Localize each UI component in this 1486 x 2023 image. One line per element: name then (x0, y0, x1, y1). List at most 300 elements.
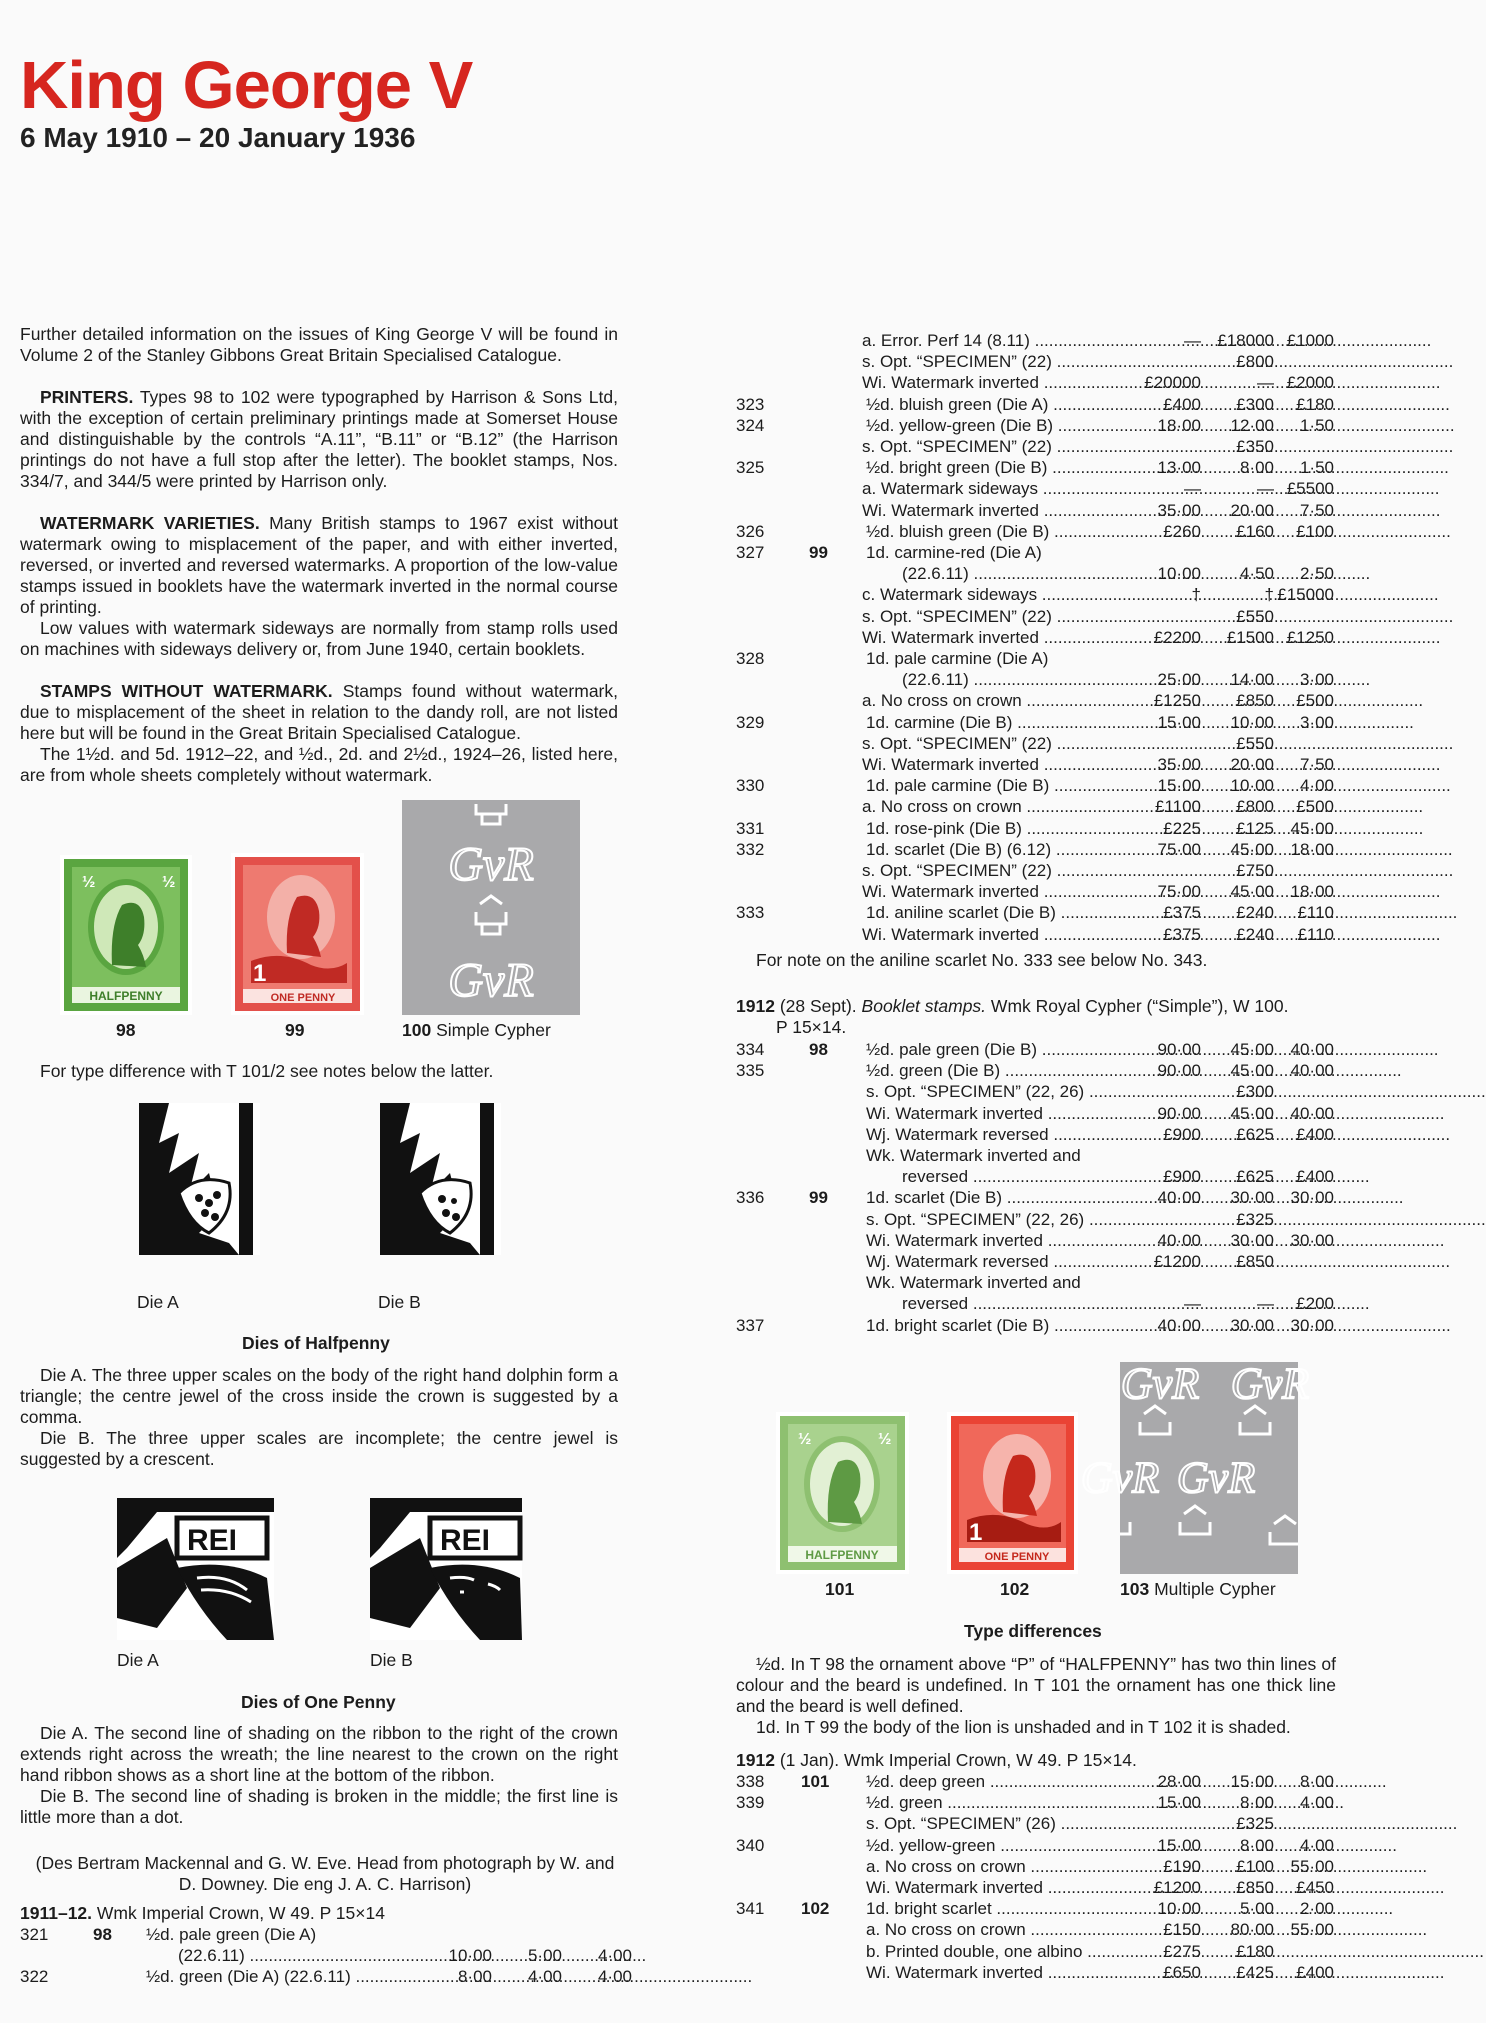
price-mounted: £850 (1236, 691, 1274, 711)
catalogue-number: 325 (736, 458, 765, 478)
price-unmounted: £20000 (1144, 373, 1201, 393)
listing-row (736, 627, 1336, 648)
issue-1912-heading (736, 1750, 1137, 1771)
price-unmounted: 15·00 (1157, 1793, 1201, 1813)
no-watermark-paragraph-2: The 1½d. and 5d. 1912–22, and ½d., 2d. and 2½d., 1924–26, listed here, are from whole sheets completely without watermark. (20, 744, 618, 785)
price-mounted: £240 (1236, 924, 1274, 944)
die-a-halfpenny-text: Die A. The three upper scales on the body of the right hand dolphin form a triangle; the centre jewel of the cross inside the crown is suggested by a comma. (20, 1365, 618, 1427)
price-unmounted: 10·00 (1157, 1899, 1201, 1919)
listing-row (736, 1166, 1336, 1187)
price-unmounted: £1200 (1153, 1878, 1201, 1897)
stamp-101-caption: 101 (825, 1579, 855, 1599)
item-description: s. Opt. “SPECIMEN” (22) ..... (862, 860, 1118, 881)
price-used: £400 (1296, 1167, 1334, 1187)
no-watermark-paragraph (20, 681, 618, 744)
price-mounted: £800 (1236, 797, 1274, 817)
listing-row (736, 1230, 1336, 1251)
price-used: 40·00 (1290, 1040, 1334, 1059)
price-mounted: £550 (1236, 733, 1274, 753)
item-description: reversed ..... (902, 1166, 1118, 1187)
price-unmounted: † (1191, 585, 1201, 605)
price-used: £2000 (1286, 373, 1334, 393)
watermark-100-image (402, 800, 580, 1015)
stamp-101-value-right: ½ (878, 1431, 892, 1448)
type-differences-text (736, 1654, 1336, 1738)
price-used: 18·00 (1290, 839, 1334, 859)
type-number: 99 (809, 543, 828, 562)
price-unmounted: 15·00 (1157, 1835, 1201, 1855)
item-description: (22.6.11) ..... (902, 563, 1118, 584)
listing-row (736, 924, 1336, 945)
listing-row (736, 860, 1336, 881)
item-description: 1d. pale carmine (Die B) ..... (866, 775, 1118, 796)
right-listing-2 (736, 1039, 1336, 1333)
price-used: 4·00 (1299, 776, 1334, 796)
catalogue-number: 322 (20, 1967, 49, 1987)
listing-row (20, 1966, 632, 1987)
stamp-101-image (776, 1412, 909, 1574)
price-mounted: 14·00 (1230, 670, 1274, 690)
issue-1912-booklet-perf: P 15×14. (776, 1017, 847, 1037)
listing-row (736, 372, 1336, 393)
item-description: a. Watermark sideways ..... (862, 478, 1118, 499)
item-description: s. Opt. “SPECIMEN” (22, 26) ..... (866, 1209, 1118, 1230)
price-mounted: £1500 (1226, 627, 1274, 647)
item-description: 1d. carmine-red (Die A) (866, 543, 1042, 562)
stamp-102-caption: 102 (1000, 1579, 1030, 1599)
catalogue-number: 328 (736, 649, 765, 668)
price-mounted: £850 (1236, 1878, 1274, 1897)
item-description: Wi. Watermark inverted ..... (862, 924, 1118, 945)
listing-row (736, 690, 1336, 711)
price-used: £500 (1296, 797, 1334, 817)
price-mounted: 8·00 (1239, 1835, 1274, 1855)
catalogue-number: 330 (736, 776, 765, 796)
listing-row (736, 712, 1336, 733)
listing-row (736, 733, 1336, 754)
type-number: 99 (809, 1188, 828, 1208)
listing-row (736, 1941, 1336, 1962)
price-mounted: 8·00 (1239, 458, 1274, 478)
catalogue-number: 321 (20, 1925, 49, 1944)
price-unmounted: 90·00 (1157, 1040, 1201, 1059)
price-mounted: £300 (1236, 394, 1274, 414)
item-description: Wi. Watermark inverted ..... (866, 1230, 1118, 1251)
listing-row (736, 1293, 1336, 1314)
stamp-102-label: ONE PENNY (984, 1551, 1050, 1563)
price-mounted: £625 (1236, 1124, 1274, 1144)
stamp-102-value: 1 (969, 1519, 983, 1546)
price-mounted: 20·00 (1230, 500, 1274, 520)
price-used: 8·00 (1299, 1772, 1334, 1791)
item-description: 1d. pale carmine (Die A) (866, 649, 1049, 668)
price-unmounted: 40·00 (1157, 1230, 1201, 1250)
listing-row (736, 669, 1336, 690)
issue-1912-year: 1912 (736, 1750, 775, 1770)
item-description: ½d. pale green (Die B) ..... (866, 1039, 1118, 1060)
price-mounted: 5·00 (527, 1946, 562, 1966)
listing-row (736, 1081, 1336, 1102)
item-description: 1d. bright scarlet ..... (866, 1898, 1118, 1919)
watermark-103-cypher-2: GvR (1230, 1359, 1310, 1408)
type-note: For type difference with T 101/2 see notes below the latter. (40, 1061, 494, 1081)
stamp-100-caption (402, 1020, 551, 1041)
watermark-103-image (1080, 1359, 1310, 1574)
price-mounted: £325 (1236, 1814, 1274, 1834)
price-unmounted: £400 (1163, 394, 1201, 414)
price-used: 45·00 (1290, 818, 1334, 838)
price-unmounted: — (1184, 479, 1201, 499)
item-description: 1d. scarlet (Die B) (6.12) ..... (866, 839, 1118, 860)
issue-1911-year: 1911–12. (20, 1903, 93, 1923)
listing-row (736, 1251, 1336, 1272)
type-number: 98 (809, 1040, 828, 1059)
price-unmounted: 15·00 (1157, 712, 1201, 732)
listing-row (736, 1898, 1336, 1919)
watermark-text: Many British stamps to 1967 exist without watermark owing to misplacement of the paper, and with either inverted, reversed, or inverted and reversed watermarks. A proportion of the low-value stamps issued in booklets have the watermark inverted in the normal course of printing. (20, 513, 618, 617)
item-description: 1d. scarlet (Die B) ..... (866, 1187, 1118, 1208)
item-description: a. No cross on crown ..... (862, 796, 1118, 817)
catalogue-number: 336 (736, 1188, 765, 1208)
type-differences-title: Type differences (964, 1621, 1102, 1641)
price-mounted: 4·50 (1239, 564, 1274, 584)
listing-row (20, 1924, 620, 1945)
price-used: £400 (1296, 1124, 1334, 1144)
watermark-103-cypher-1: GvR (1120, 1359, 1200, 1408)
price-used: 55·00 (1290, 1920, 1334, 1940)
price-used: £180 (1296, 394, 1334, 414)
price-mounted: 45·00 (1230, 1103, 1274, 1123)
no-watermark-heading: STAMPS WITHOUT WATERMARK. (40, 681, 333, 701)
item-description: ½d. bright green (Die B) ..... (866, 457, 1118, 478)
price-used: 55·00 (1290, 1856, 1334, 1876)
listing-row (736, 881, 1336, 902)
price-mounted: £625 (1236, 1167, 1274, 1187)
price-unmounted: 90·00 (1157, 1103, 1201, 1123)
price-mounted: £160 (1236, 521, 1274, 541)
listing-row (736, 330, 1336, 351)
price-used: £1000 (1286, 331, 1334, 350)
die-b-halfpenny-image (380, 1103, 501, 1255)
catalogue-number: 338 (736, 1772, 765, 1791)
price-used: £450 (1296, 1878, 1334, 1897)
item-description: ½d. bluish green (Die B) ..... (866, 521, 1118, 542)
item-description: s. Opt. “SPECIMEN” (22) ..... (862, 351, 1118, 372)
item-description: a. Error. Perf 14 (8.11) ..... (862, 330, 1118, 351)
item-description: c. Watermark sideways ..... (862, 584, 1118, 605)
stamp-98-value: ½ (82, 874, 96, 891)
price-mounted: £180 (1236, 1941, 1274, 1961)
price-unmounted: £150 (1163, 1920, 1201, 1940)
listing-row (736, 902, 1336, 923)
item-description: reversed ..... (902, 1293, 1118, 1314)
listing-row (736, 584, 1336, 605)
item-description: Wi. Watermark inverted ..... (862, 372, 1118, 393)
price-used: 7·50 (1299, 500, 1334, 520)
stamp-101-value: ½ (798, 1431, 812, 1448)
price-unmounted: 13·00 (1157, 458, 1201, 478)
price-mounted: — (1257, 373, 1274, 393)
price-mounted: 45·00 (1230, 839, 1274, 859)
watermark-heading: WATERMARK VARIETIES. (40, 513, 260, 533)
issue-1912-text: (1 Jan). Wmk Imperial Crown, W 49. P 15×14. (779, 1750, 1137, 1770)
catalogue-number: 333 (736, 903, 765, 923)
price-mounted: † (1264, 585, 1274, 605)
price-used: £200 (1296, 1294, 1334, 1314)
item-description: 1d. bright scarlet (Die B) ..... (866, 1315, 1118, 1336)
price-unmounted: 75·00 (1157, 839, 1201, 859)
listing-row (736, 1771, 1336, 1792)
listing-row (736, 796, 1336, 817)
price-used: £500 (1296, 691, 1334, 711)
stamp-101-label: HALFPENNY (805, 1548, 879, 1562)
catalogue-number: 339 (736, 1793, 765, 1813)
price-used: 3·00 (1299, 712, 1334, 732)
item-description: Wi. Watermark inverted ..... (862, 627, 1118, 648)
item-description: Wi. Watermark inverted ..... (862, 500, 1118, 521)
price-mounted: £125 (1236, 818, 1274, 838)
price-used: 3·00 (1299, 670, 1334, 690)
listing-row (736, 1124, 1336, 1145)
listing-row (736, 1060, 1336, 1081)
price-unmounted: £1100 (1154, 797, 1201, 817)
price-mounted: £240 (1236, 903, 1274, 923)
price-unmounted: £260 (1163, 521, 1201, 541)
type-number: 98 (93, 1925, 112, 1944)
listing-row (20, 1945, 632, 1966)
issue-1912-booklet-kind: Booklet stamps. (861, 996, 987, 1016)
price-used: 30·00 (1290, 1230, 1334, 1250)
price-mounted: £800 (1236, 352, 1274, 372)
item-description: s. Opt. “SPECIMEN” (22) ..... (862, 733, 1118, 754)
die-a-penny-text: Die A. The second line of shading on the ribbon to the right of the crown extends right across the wreath; the line nearest to the crown on the right hand ribbon shows as a short line at the bottom of the ribbon. (20, 1723, 618, 1785)
price-used: 18·00 (1290, 882, 1334, 902)
item-description: s. Opt. “SPECIMEN” (22) ..... (862, 606, 1118, 627)
stamp-98-value-right: ½ (162, 874, 176, 891)
catalogue-number: 341 (736, 1899, 765, 1919)
catalogue-number: 324 (736, 415, 765, 435)
page-title: King George V (20, 48, 473, 123)
price-used: 30·00 (1290, 1188, 1334, 1208)
issue-1912-booklet-date: (28 Sept). (779, 996, 857, 1016)
price-mounted: £300 (1236, 1082, 1274, 1102)
price-used: 2·50 (1299, 564, 1334, 584)
stamp-100-number: 100 (402, 1020, 432, 1040)
price-mounted: £350 (1236, 437, 1274, 456)
listing-row (736, 478, 1336, 499)
price-unmounted: 18·00 (1157, 415, 1201, 435)
intro-paragraph: Further detailed information on the issues of King George V will be found in Volume 2 of the Stanley Gibbons Great Britain Specialised Catalogue. (20, 324, 618, 365)
issue-1912-booklet-heading (736, 996, 1336, 1038)
price-mounted: 4·00 (527, 1967, 562, 1987)
price-used: 7·50 (1299, 755, 1334, 774)
price-mounted: 45·00 (1230, 882, 1274, 902)
catalogue-number: 337 (736, 1315, 765, 1335)
die-a-ribbon-text: REI (187, 1524, 238, 1557)
die-b-penny-text: Die B. The second line of shading is broken in the middle; the first line is little more than a dot. (20, 1786, 618, 1827)
listing-row (736, 818, 1336, 839)
price-used: 1·50 (1299, 458, 1334, 478)
price-unmounted: 10·00 (1157, 564, 1201, 584)
design-credits: (Des Bertram Mackennal and G. W. Eve. Head from photograph by W. and D. Downey. Die eng J. A. C. Harrison) (35, 1853, 615, 1894)
price-unmounted: — (1184, 331, 1201, 350)
price-used: 4·00 (1299, 1793, 1334, 1813)
catalogue-number: 332 (736, 839, 765, 859)
stamp-103-label: Multiple Cypher (1154, 1579, 1276, 1599)
type-diff-penny: 1d. In T 99 the body of the lion is unshaded and in T 102 it is shaded. (756, 1717, 1291, 1737)
price-unmounted: £375 (1163, 903, 1201, 923)
price-mounted: £100 (1236, 1856, 1274, 1876)
item-description: Wi. Watermark inverted ..... (866, 1962, 1118, 1983)
listing-row (736, 1792, 1336, 1813)
dies-penny-title: Dies of One Penny (241, 1692, 396, 1712)
item-description: ½d. green (Die A) (22.6.11) ..... (146, 1966, 405, 1987)
item-description: a. No cross on crown ..... (862, 690, 1118, 711)
die-a-penny-image (117, 1498, 274, 1640)
item-description: Wi. Watermark inverted ..... (866, 1103, 1118, 1124)
item-description: ½d. deep green ..... (866, 1771, 1118, 1792)
item-description: ½d. bluish green (Die A) ..... (866, 394, 1118, 415)
issue-1912-booklet-year: 1912 (736, 996, 775, 1016)
listing-row (736, 1315, 1336, 1336)
stamp-99-caption: 99 (285, 1020, 305, 1040)
listing-row (736, 542, 1336, 563)
item-description: Wk. Watermark inverted and (866, 1146, 1081, 1165)
catalogue-number: 323 (736, 394, 765, 414)
price-mounted: 8·00 (1239, 1793, 1274, 1813)
watermark-100-cypher-top: GvR (448, 838, 534, 891)
dies-halfpenny-title: Dies of Halfpenny (242, 1333, 390, 1353)
item-description: b. Printed double, one albino ..... (866, 1941, 1118, 1962)
dies-penny-text (20, 1723, 618, 1828)
stamp-98-caption: 98 (116, 1020, 136, 1040)
item-description: Wj. Watermark reversed ..... (866, 1251, 1118, 1272)
listing-row (736, 457, 1336, 478)
catalogue-number: 335 (736, 1061, 765, 1081)
catalogue-number: 340 (736, 1835, 765, 1855)
dies-halfpenny-text (20, 1365, 618, 1470)
price-used: £5500 (1286, 479, 1334, 499)
die-b-penny-caption: Die B (370, 1650, 413, 1670)
issue-1912-booklet-text: Wmk Royal Cypher (“Simple”), W 100. (990, 996, 1289, 1016)
price-unmounted: 25·00 (1157, 670, 1201, 690)
listing-row (736, 1813, 1336, 1834)
watermark-paragraph (20, 513, 618, 618)
watermark-103-cypher-4: GvR (1080, 1453, 1160, 1502)
listing-row (736, 1145, 1336, 1166)
right-listing-1 (736, 330, 1336, 944)
die-b-ribbon-text: REI (440, 1524, 491, 1557)
watermark-paragraph-2: Low values with watermark sideways are normally from stamp rolls used on machines with sideways delivery or, from June 1940, certain booklets. (20, 618, 618, 659)
type-diff-halfpenny: ½d. In T 98 the ornament above “P” of “HALFPENNY” has two thin lines of colour and the beard is undefined. In T 101 the ornament has one thick line and the beard is well defined. (736, 1654, 1336, 1716)
price-unmounted: 75·00 (1157, 882, 1201, 902)
listing-row (736, 1919, 1336, 1940)
listing-row (736, 500, 1336, 521)
item-description: ½d. pale green (Die A) (146, 1925, 317, 1944)
die-a-halfpenny-caption: Die A (137, 1292, 179, 1312)
printers-paragraph (20, 387, 618, 492)
listing-row (736, 648, 1336, 669)
right-listing-3 (736, 1771, 1336, 1981)
stamp-99-image (231, 853, 364, 1015)
item-description: ½d. yellow-green (Die B) ..... (866, 415, 1118, 436)
listing-row (736, 394, 1336, 415)
listing-row (736, 1962, 1336, 1983)
listing-row (736, 1835, 1336, 1856)
price-mounted: 20·00 (1230, 755, 1274, 774)
stamp-103-number: 103 (1120, 1579, 1150, 1599)
price-unmounted: £275 (1163, 1941, 1201, 1961)
price-unmounted: 28·00 (1157, 1772, 1201, 1791)
price-unmounted: 35·00 (1157, 755, 1201, 774)
stamp-103-caption (1120, 1579, 1276, 1600)
price-unmounted: £375 (1163, 924, 1201, 944)
price-used: 40·00 (1290, 1061, 1334, 1081)
price-unmounted: 15·00 (1157, 776, 1201, 796)
price-used: £110 (1297, 903, 1334, 923)
item-description: Wk. Watermark inverted and (866, 1273, 1081, 1293)
price-mounted: 45·00 (1230, 1040, 1274, 1059)
price-unmounted: 40·00 (1157, 1315, 1201, 1335)
price-unmounted: 8·00 (457, 1967, 492, 1987)
price-used: £400 (1296, 1962, 1334, 1982)
price-mounted: 15·00 (1230, 1772, 1274, 1791)
price-mounted: 80·00 (1230, 1920, 1274, 1940)
stamp-98-label: HALFPENNY (89, 989, 163, 1003)
item-description: ½d. yellow-green ..... (866, 1835, 1118, 1856)
left-listing (20, 1924, 632, 1990)
listing-row (736, 436, 1336, 457)
stamp-99-label: ONE PENNY (270, 992, 336, 1004)
price-mounted: 10·00 (1230, 776, 1274, 796)
stamp-99-value: 1 (253, 960, 267, 987)
listing-row (736, 754, 1336, 775)
price-mounted: 5·00 (1239, 1899, 1274, 1919)
stamp-102-image (947, 1412, 1078, 1574)
page-subtitle: 6 May 1910 – 20 January 1936 (20, 122, 416, 153)
listing-row (736, 606, 1336, 627)
price-used: 4·00 (597, 1946, 632, 1966)
price-used: 40·00 (1290, 1103, 1334, 1123)
stamp-98-image (60, 855, 192, 1015)
item-description: a. No cross on crown ..... (866, 1856, 1118, 1877)
catalogue-number: 329 (736, 712, 765, 732)
item-description: s. Opt. “SPECIMEN” (22) ..... (862, 436, 1118, 457)
price-mounted: £325 (1236, 1209, 1274, 1229)
aniline-note: For note on the aniline scarlet No. 333 see below No. 343. (756, 950, 1208, 970)
listing-row (736, 351, 1336, 372)
price-unmounted: £900 (1163, 1124, 1201, 1144)
issue-1911-heading (20, 1903, 385, 1924)
price-mounted: £550 (1236, 606, 1274, 626)
price-mounted: — (1257, 479, 1274, 499)
listing-row (736, 1103, 1336, 1124)
price-mounted: 30·00 (1230, 1188, 1274, 1208)
item-description: (22.6.11) ..... (902, 669, 1118, 690)
listing-row (736, 1187, 1336, 1208)
price-used: 1·50 (1299, 415, 1334, 435)
printers-text: Types 98 to 102 were typographed by Harrison & Sons Ltd, with the exception of certain preliminary printings made at Somerset House and distinguishable by the controls “A.11”, “B.11” or “B.12” (the Harrison printings do not have a full stop after the letter). The booklet stamps, Nos. 334/7, and 344/5 were printed by Harrison only. (20, 387, 618, 491)
printers-heading: PRINTERS. (40, 387, 134, 407)
price-used: 4·00 (1299, 1835, 1334, 1855)
price-used: £15000 (1277, 585, 1334, 605)
item-description: (22.6.11) ..... (178, 1945, 405, 1966)
price-unmounted: £1200 (1153, 1252, 1201, 1271)
item-description: s. Opt. “SPECIMEN” (22, 26) ..... (866, 1081, 1118, 1102)
price-unmounted: £190 (1163, 1856, 1201, 1876)
die-b-halfpenny-text: Die B. The three upper scales are incomplete; the centre jewel is suggested by a crescent. (20, 1428, 618, 1469)
watermark-100-cypher-bottom: GvR (448, 954, 534, 1007)
